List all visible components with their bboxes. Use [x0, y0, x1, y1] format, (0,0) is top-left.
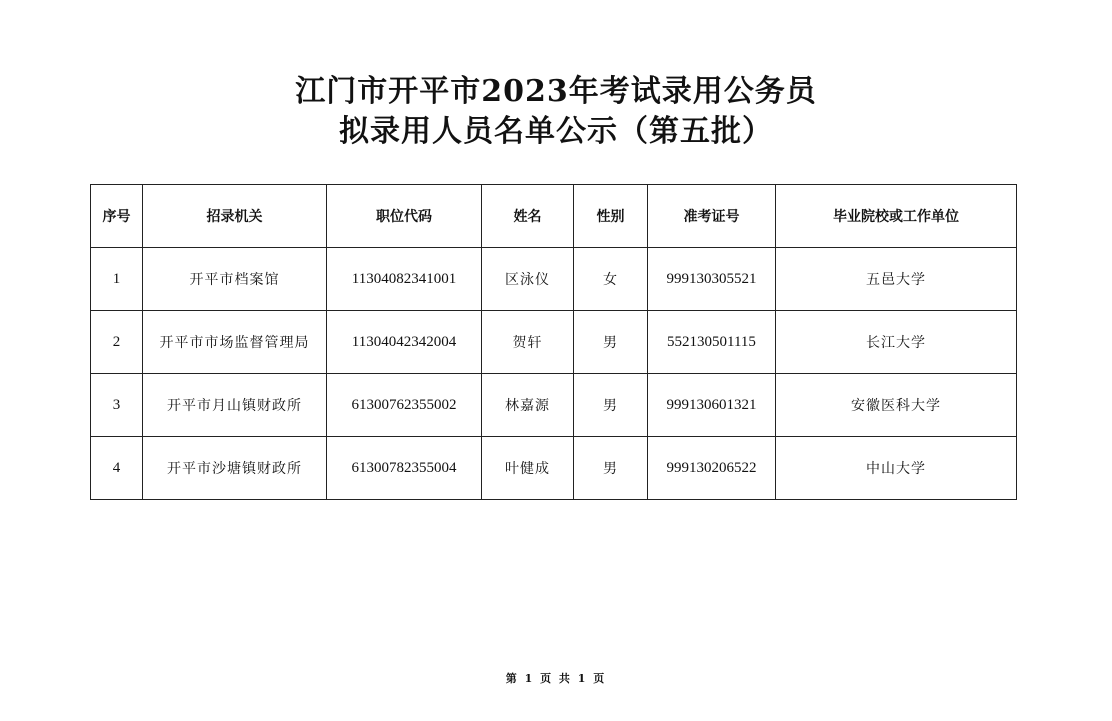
cell-recruiting-agency: 开平市月山镇财政所: [143, 374, 327, 437]
cell-school-or-employer: 长江大学: [776, 311, 1017, 374]
cell-recruiting-agency: 开平市市场监督管理局: [143, 311, 327, 374]
header-admission-ticket-number: 准考证号: [648, 185, 776, 248]
cell-serial-number: 1: [91, 248, 143, 311]
cell-admission-ticket-number: 999130206522: [648, 437, 776, 500]
cell-position-code: 61300782355004: [327, 437, 482, 500]
cell-admission-ticket-number: 999130601321: [648, 374, 776, 437]
cell-school-or-employer: 安徽医科大学: [776, 374, 1017, 437]
cell-serial-number: 3: [91, 374, 143, 437]
cell-name: 区泳仪: [482, 248, 574, 311]
document-title-line2: 拟录用人员名单公示（第五批）: [339, 114, 773, 149]
table-row: [91, 437, 1017, 500]
cell-gender: 女: [574, 248, 648, 311]
cell-admission-ticket-number: 552130501115: [648, 311, 776, 374]
cell-name: 贺轩: [482, 311, 574, 374]
header-serial-number: 序号: [91, 185, 143, 248]
cell-position-code: 61300762355002: [327, 374, 482, 437]
cell-recruiting-agency: 开平市档案馆: [143, 248, 327, 311]
cell-serial-number: 4: [91, 437, 143, 500]
cell-recruiting-agency: 开平市沙塘镇财政所: [143, 437, 327, 500]
cell-position-code: 11304042342004: [327, 311, 482, 374]
cell-name: 林嘉源: [482, 374, 574, 437]
table-row: [91, 248, 1017, 311]
header-gender: 性别: [574, 185, 648, 248]
page-number-footer: 第 1 页 共 1 页: [505, 672, 607, 685]
cell-school-or-employer: 中山大学: [776, 437, 1017, 500]
header-position-code: 职位代码: [327, 185, 482, 248]
header-recruiting-agency: 招录机关: [143, 185, 327, 248]
cell-admission-ticket-number: 999130305521: [648, 248, 776, 311]
table-header-row: [91, 185, 1017, 248]
cell-position-code: 11304082341001: [327, 248, 482, 311]
cell-gender: 男: [574, 374, 648, 437]
cell-gender: 男: [574, 437, 648, 500]
cell-school-or-employer: 五邑大学: [776, 248, 1017, 311]
cell-serial-number: 2: [91, 311, 143, 374]
table-row: [91, 311, 1017, 374]
header-name: 姓名: [482, 185, 574, 248]
table-row: [91, 374, 1017, 437]
admission-list-table: [90, 184, 1017, 500]
cell-name: 叶健成: [482, 437, 574, 500]
header-school-or-employer: 毕业院校或工作单位: [776, 185, 1017, 248]
document-title-line1: 江门市开平市2023年考试录用公务员: [295, 74, 817, 109]
cell-gender: 男: [574, 311, 648, 374]
